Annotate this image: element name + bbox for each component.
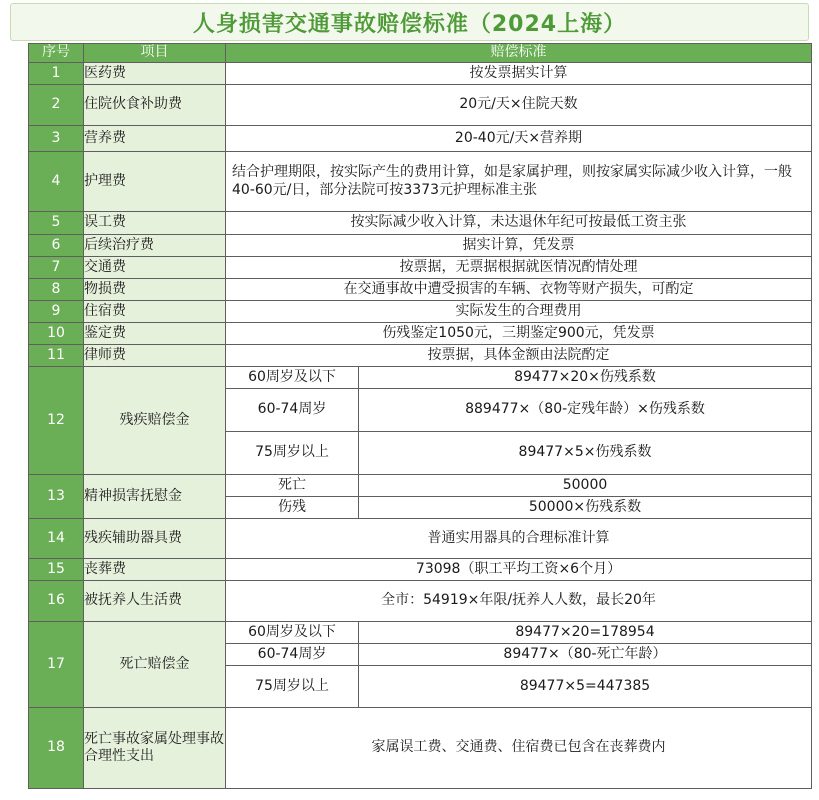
sub-label: 75周岁以上 [226, 666, 359, 708]
sub-standard: 50000×伤残系数 [359, 497, 812, 519]
page-title: 人身损害交通事故赔偿标准（2024上海） [10, 3, 809, 41]
table-row [29, 519, 812, 559]
row-seq: 13 [29, 475, 84, 519]
row-item: 律师费 [84, 345, 226, 367]
sub-label: 死亡 [226, 475, 359, 497]
row-seq: 1 [29, 63, 84, 85]
row-item: 精神损害抚慰金 [84, 475, 226, 519]
row-standard: 按票据，具体金额由法院酌定 [226, 345, 812, 367]
table-row [29, 708, 812, 789]
table-row [29, 622, 812, 644]
row-item: 被抚养人生活费 [84, 581, 226, 622]
row-item: 物损费 [84, 279, 226, 301]
table-row [29, 323, 812, 345]
sub-label: 75周岁以上 [226, 432, 359, 475]
row-seq: 5 [29, 212, 84, 235]
sub-label: 60周岁及以下 [226, 367, 359, 389]
table-row [29, 345, 812, 367]
table-row [29, 152, 812, 212]
table-header-row [29, 44, 812, 63]
table-row [29, 257, 812, 279]
table-row [29, 212, 812, 235]
sub-standard: 89477×（80-死亡年龄） [359, 644, 812, 666]
sub-standard: 89477×20=178954 [359, 622, 812, 644]
row-standard: 家属误工费、交通费、住宿费已包含在丧葬费内 [226, 708, 812, 789]
row-standard: 20-40元/天×营养期 [226, 126, 812, 152]
row-seq: 4 [29, 152, 84, 212]
sub-standard: 50000 [359, 475, 812, 497]
table-row [29, 85, 812, 126]
row-item: 鉴定费 [84, 323, 226, 345]
table-row [29, 559, 812, 581]
sub-label: 60-74周岁 [226, 389, 359, 432]
row-item: 交通费 [84, 257, 226, 279]
row-item: 住院伙食补助费 [84, 85, 226, 126]
table-row [29, 475, 812, 497]
compensation-table [28, 43, 812, 789]
row-seq: 10 [29, 323, 84, 345]
row-item: 住宿费 [84, 301, 226, 323]
row-seq: 9 [29, 301, 84, 323]
row-seq: 17 [29, 622, 84, 708]
row-seq: 11 [29, 345, 84, 367]
table-row [29, 235, 812, 257]
row-standard: 实际发生的合理费用 [226, 301, 812, 323]
row-seq: 12 [29, 367, 84, 475]
row-standard: 按实际减少收入计算，未达退休年纪可按最低工资主张 [226, 212, 812, 235]
row-standard: 在交通事故中遭受损害的车辆、衣物等财产损失，可酌定 [226, 279, 812, 301]
sub-label: 60-74周岁 [226, 644, 359, 666]
row-standard: 普通实用器具的合理标准计算 [226, 519, 812, 559]
row-item: 残疾辅助器具费 [84, 519, 226, 559]
row-seq: 16 [29, 581, 84, 622]
row-item: 后续治疗费 [84, 235, 226, 257]
header-item: 项目 [84, 44, 226, 63]
row-standard: 73098（职工平均工资×6个月） [226, 559, 812, 581]
table-row [29, 367, 812, 389]
row-item: 医药费 [84, 63, 226, 85]
table-row [29, 301, 812, 323]
row-seq: 7 [29, 257, 84, 279]
sub-standard: 889477×（80-定残年龄）×伤残系数 [359, 389, 812, 432]
row-standard: 20元/天×住院天数 [226, 85, 812, 126]
row-item: 护理费 [84, 152, 226, 212]
table-row [29, 581, 812, 622]
row-seq: 15 [29, 559, 84, 581]
row-item: 营养费 [84, 126, 226, 152]
row-item: 死亡赔偿金 [84, 622, 226, 708]
row-item: 残疾赔偿金 [84, 367, 226, 475]
row-seq: 6 [29, 235, 84, 257]
sub-standard: 89477×5=447385 [359, 666, 812, 708]
row-seq: 8 [29, 279, 84, 301]
table-row [29, 63, 812, 85]
row-standard: 按票据，无票据根据就医情况酌情处理 [226, 257, 812, 279]
sub-standard: 89477×20×伤残系数 [359, 367, 812, 389]
sub-label: 60周岁及以下 [226, 622, 359, 644]
row-standard: 伤残鉴定1050元，三期鉴定900元，凭发票 [226, 323, 812, 345]
row-standard: 据实计算，凭发票 [226, 235, 812, 257]
row-standard: 全市：54919×年限/抚养人人数，最长20年 [226, 581, 812, 622]
header-seq: 序号 [29, 44, 84, 63]
row-standard: 按发票据实计算 [226, 63, 812, 85]
row-item: 误工费 [84, 212, 226, 235]
table-row [29, 279, 812, 301]
row-seq: 3 [29, 126, 84, 152]
row-seq: 14 [29, 519, 84, 559]
table-row [29, 126, 812, 152]
row-seq: 2 [29, 85, 84, 126]
row-item: 死亡事故家属处理事故合理性支出 [84, 708, 226, 789]
header-standard: 赔偿标准 [226, 44, 812, 63]
row-standard: 结合护理期限，按实际产生的费用计算，如是家属护理，则按家属实际减少收入计算，一般40-60元/日，部分法院可按3373元护理标准主张 [226, 152, 812, 212]
sub-standard: 89477×5×伤残系数 [359, 432, 812, 475]
row-item: 丧葬费 [84, 559, 226, 581]
row-seq: 18 [29, 708, 84, 789]
sub-label: 伤残 [226, 497, 359, 519]
